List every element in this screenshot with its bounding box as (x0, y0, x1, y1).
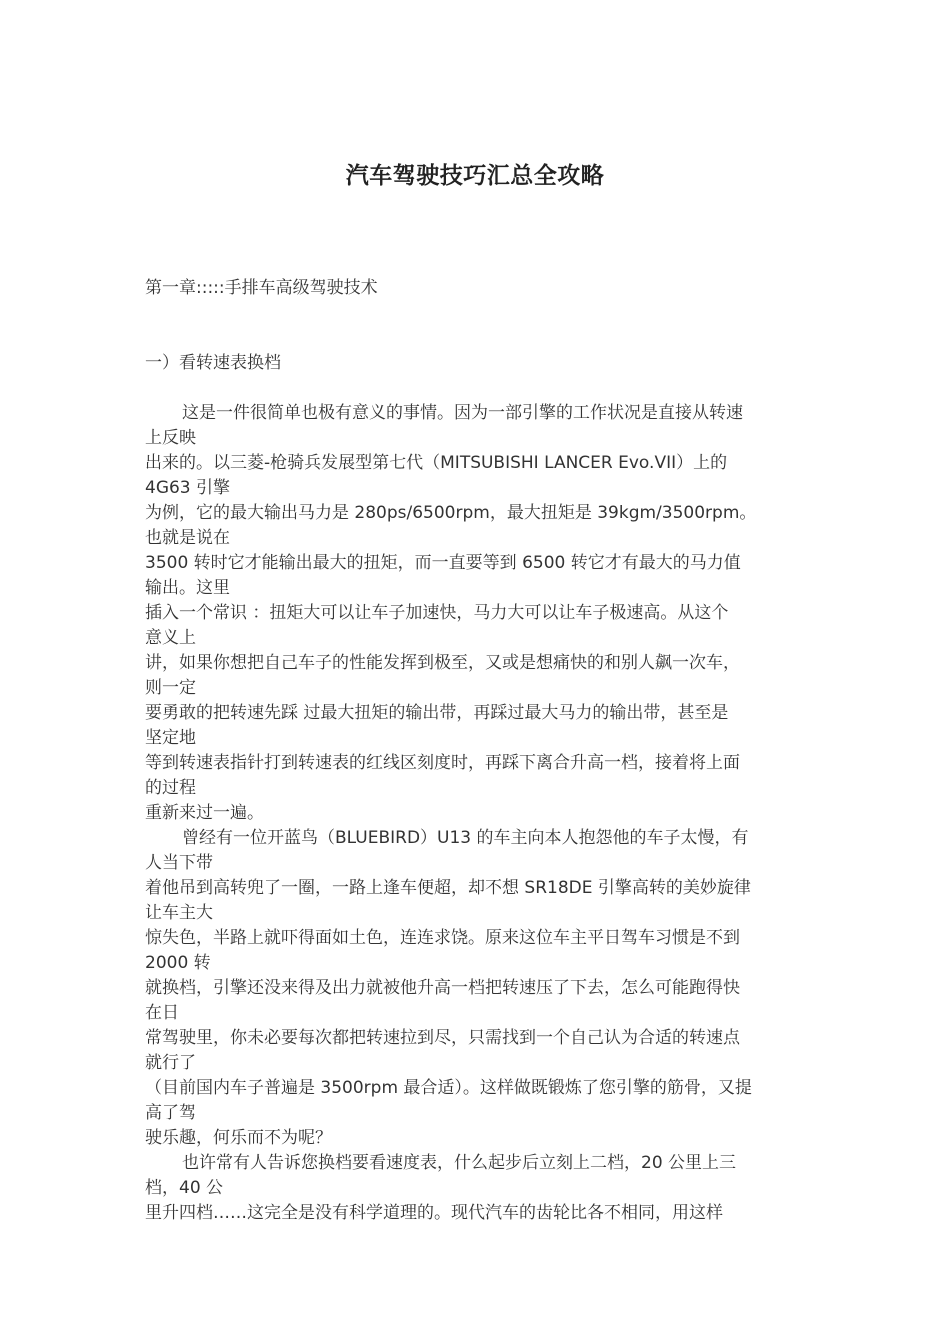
paragraph-line: 在日 (145, 1003, 179, 1023)
paragraph-line: 也就是说在 (145, 528, 230, 548)
paragraph-line: 意义上 (145, 628, 196, 648)
paragraph-line: 的过程 (145, 778, 196, 798)
paragraph-line: 要勇敢的把转速先踩 过最大扭矩的输出带，再踩过最大马力的输出带，甚至是 (145, 703, 729, 723)
paragraph-line: 4G63 引擎 (145, 478, 231, 498)
paragraph-line: 就行了 (145, 1053, 196, 1073)
paragraph-line: 插入一个常识 ：扭矩大可以让车子加速快，马力大可以让车子极速高。从这个 (145, 603, 729, 623)
paragraph-line: 人当下带 (145, 853, 213, 873)
body-text (145, 401, 815, 1226)
paragraph-line: 3500 转时它才能输出最大的扭矩，而一直要等到 6500 转它才有最大的马力值 (145, 553, 741, 573)
paragraph-line: 档，40 公 (145, 1178, 224, 1198)
paragraph-line: 出来的。以三菱-枪骑兵发展型第七代（MITSUBISHI LANCER Evo.VII）上的 (145, 453, 728, 473)
paragraph-line: 坚定地 (145, 728, 196, 748)
paragraph-line: 驶乐趣，何乐而不为呢？ (145, 1128, 332, 1148)
paragraph-line: 输出。这里 (145, 578, 230, 598)
paragraph-line: 2000 转 (145, 953, 211, 973)
paragraph-line: 常驾驶里，你未必要每次都把转速拉到尽，只需找到一个自己认为合适的转速点 (145, 1028, 740, 1048)
paragraph-line: 高了驾 (145, 1103, 196, 1123)
section-heading: 一）看转速表换档 (145, 353, 281, 373)
document-title: 汽车驾驶技巧汇总全攻略 (345, 162, 605, 189)
chapter-heading: 第一章:::::手排车高级驾驶技术 (145, 278, 378, 298)
paragraph-line: 就换档，引擎还没来得及出力就被他升高一档把转速压了下去，怎么可能跑得快 (145, 978, 740, 998)
paragraph-line: （目前国内车子普遍是 3500rpm 最合适）。这样做既锻炼了您引擎的筋骨，又提 (145, 1078, 752, 1098)
paragraph-line: 等到转速表指针打到转速表的红线区刻度时，再踩下离合升高一档，接着将上面 (145, 753, 740, 773)
paragraph-line: 为例，它的最大输出马力是 280ps/6500rpm，最大扭矩是 39kgm/3500rpm。 (145, 503, 757, 523)
paragraph-line: 曾经有一位开蓝鸟（BLUEBIRD）U13 的车主向本人抱怨他的车子太慢，有 (182, 828, 749, 848)
paragraph-line: 这是一件很简单也极有意义的事情。因为一部引擎的工作状况是直接从转速 (182, 403, 743, 423)
paragraph-line: 重新来过一遍。 (145, 803, 264, 823)
paragraph-line: 上反映 (145, 428, 196, 448)
paragraph-line: 让车主大 (145, 903, 213, 923)
paragraph-line: 里升四档……这完全是没有科学道理的。现代汽车的齿轮比各不相同，用这样 (145, 1203, 723, 1223)
paragraph-line: 讲，如果你想把自己车子的性能发挥到极至，又或是想痛快的和别人飙一次车， (145, 653, 740, 673)
paragraph-line: 也许常有人告诉您换档要看速度表，什么起步后立刻上二档，20 公里上三 (182, 1153, 737, 1173)
paragraph-line: 着他吊到高转兜了一圈，一路上逢车便超，却不想 SR18DE 引擎高转的美妙旋律 (145, 878, 751, 898)
paragraph-line: 惊失色，半路上就吓得面如土色，连连求饶。原来这位车主平日驾车习惯是不到 (145, 928, 740, 948)
paragraph-line: 则一定 (145, 678, 196, 698)
